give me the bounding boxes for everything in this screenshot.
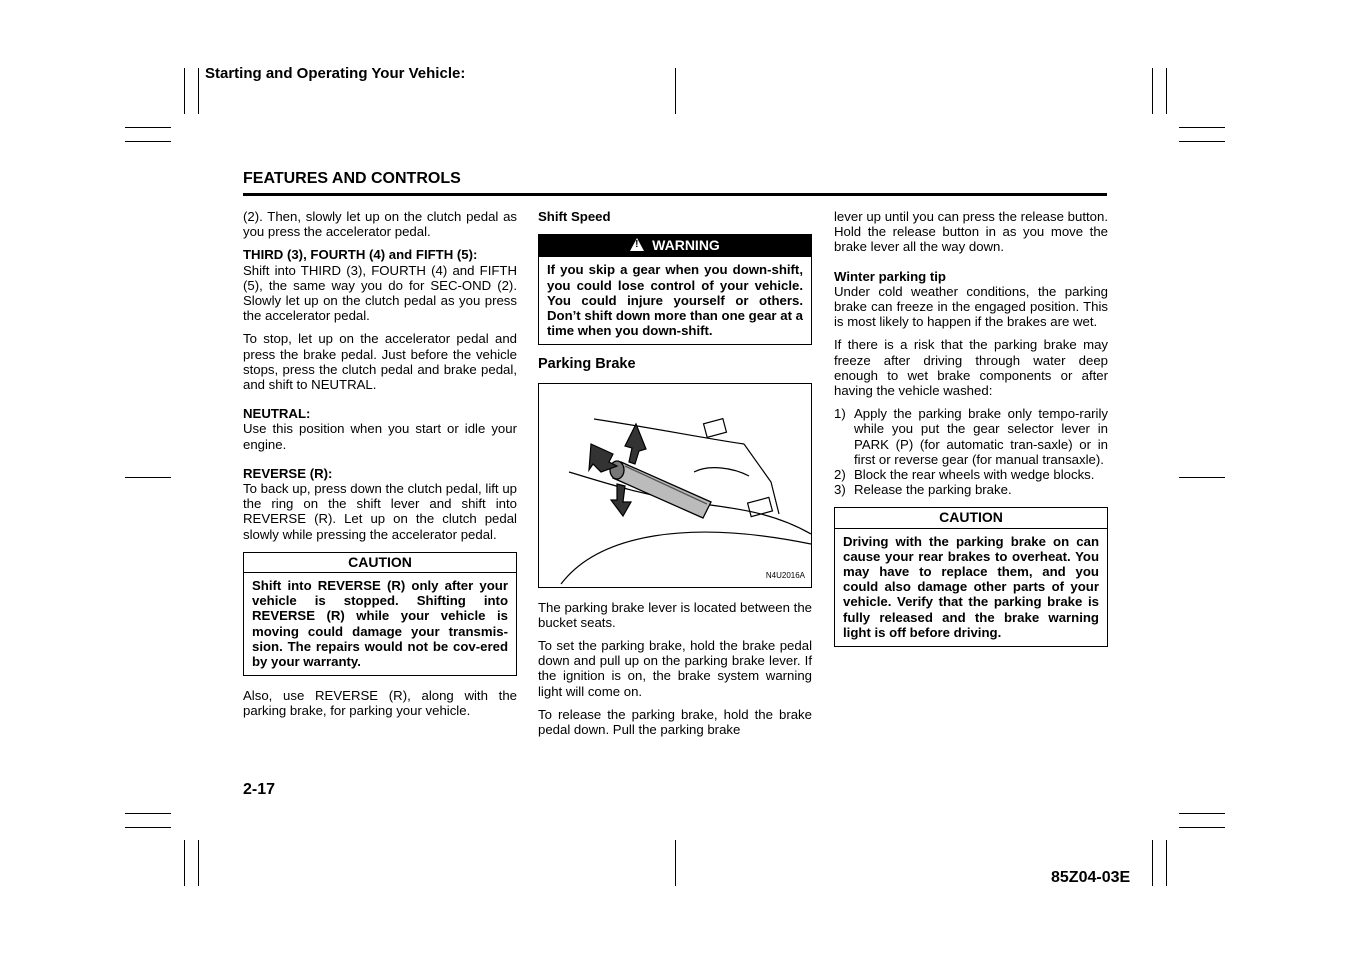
section-rule (243, 193, 1107, 196)
console-button-lower (748, 497, 773, 516)
figure-code: N4U2016A (765, 571, 805, 581)
doc-code: 85Z04-03E (1051, 869, 1131, 886)
parking-brake-illustration (539, 384, 811, 587)
paragraph: The parking brake lever is located between the bucket seats. (538, 599, 812, 630)
caution-title: CAUTION (244, 553, 516, 573)
list-item: 3) Release the parking brake. (834, 482, 1012, 498)
paragraph: Under cold weather conditions, the parking brake can freeze in the engaged position. This is most likely to happen if the brakes are wet. (834, 283, 1108, 330)
running-title: Starting and Operating Your Vehicle: (205, 65, 466, 82)
paragraph: To release the parking brake, hold the brake pedal down. Pull the parking brake (538, 706, 812, 738)
subheading-third: THIRD (3), FOURTH (4) and FIFTH (5): (243, 247, 478, 263)
console-top (594, 419, 744, 444)
section-title: FEATURES AND CONTROLS (243, 170, 461, 187)
subheading-neutral: NEUTRAL: (243, 406, 311, 422)
column-3 (834, 209, 1108, 659)
caution-title: CAUTION (835, 508, 1107, 528)
paragraph: (2). Then, slowly let up on the clutch pedal as you press the accelerator pedal. (243, 209, 517, 240)
caution-box (243, 552, 517, 676)
console-button-upper (704, 418, 727, 437)
paragraph: Shift into THIRD (3), FOURTH (4) and FIFTH (5), the same way you do for SEC-OND (2). Slowly let up on the clutch pedal as you press the accelerator pedal. (243, 262, 517, 324)
paragraph: To set the parking brake, hold the brake pedal down and pull up on the parking brake lever. If the ignition is on, the brake system warning light will come on. (538, 638, 812, 699)
subheading-winter: Winter parking tip (834, 268, 946, 284)
list-item: 1) Apply the parking brake only tempo-rarily while you put the gear selector lever in PARK (P) (for automatic tran-saxle) or in first or reverse gear (for manual transaxle). (834, 406, 1108, 467)
console-side (744, 444, 779, 514)
warning-body: If you skip a gear when you down-shift, you could lose control of your vehicle. You could injure yourself or others. Don’t shift down more than one gear at a time when you down-shift. (547, 262, 803, 339)
paragraph: lever up until you can press the release button. Hold the release button in as you move the brake lever all the way down. (834, 209, 1108, 255)
paragraph: Use this position when you start or idle your engine. (243, 421, 517, 452)
list-item: 2) Block the rear wheels with wedge blocks. (834, 467, 1095, 483)
lift-arrow-up-icon (625, 424, 646, 464)
subheading-reverse: REVERSE (R): (243, 465, 333, 481)
caution-body: Shift into REVERSE (R) only after your vehicle is stopped. Shifting into REVERSE (R) while your vehicle is moving could damage your transmis-sion. The repairs would not be cov-ered by your warranty. (252, 578, 508, 670)
warning-title: WARNING (652, 237, 720, 254)
parking-brake-figure (538, 383, 812, 588)
paragraph: If there is a risk that the parking brake may freeze after driving through water deep enough to wet brake components or after having the vehicle washed: (834, 337, 1108, 399)
caution-box (834, 507, 1108, 647)
paragraph: To back up, press down the clutch pedal, lift up the ring on the shift lever and shift into REVERSE (R). Let up on the clutch pedal slowly while pressing the accelerator pedal. (243, 481, 517, 542)
warning-triangle-icon: ! (630, 238, 644, 251)
paragraph: Also, use REVERSE (R), along with the parking brake, for parking your vehicle. (243, 688, 517, 719)
subheading-parking-brake: Parking Brake (538, 356, 636, 373)
page-number: 2-17 (243, 781, 276, 798)
column-1 (243, 209, 517, 727)
warning-box (538, 234, 812, 345)
procedure-list (834, 406, 1108, 497)
paragraph: To stop, let up on the accelerator pedal and press the brake pedal. Just before the vehicle stops, press the clutch pedal and brake pedal, and shift to NEUTRAL. (243, 331, 517, 393)
push-arrow-icon (589, 444, 617, 472)
caution-body: Driving with the parking brake on can cause your rear brakes to overheat. You may have to replace them, and you could also damage other parts of your vehicle. Verify that the parking brake is fully released and the brake warning light is off before driving. (843, 533, 1099, 640)
lever-boot (694, 467, 749, 475)
subheading-shift-speed: Shift Speed (538, 209, 611, 224)
column-2 (538, 209, 812, 745)
